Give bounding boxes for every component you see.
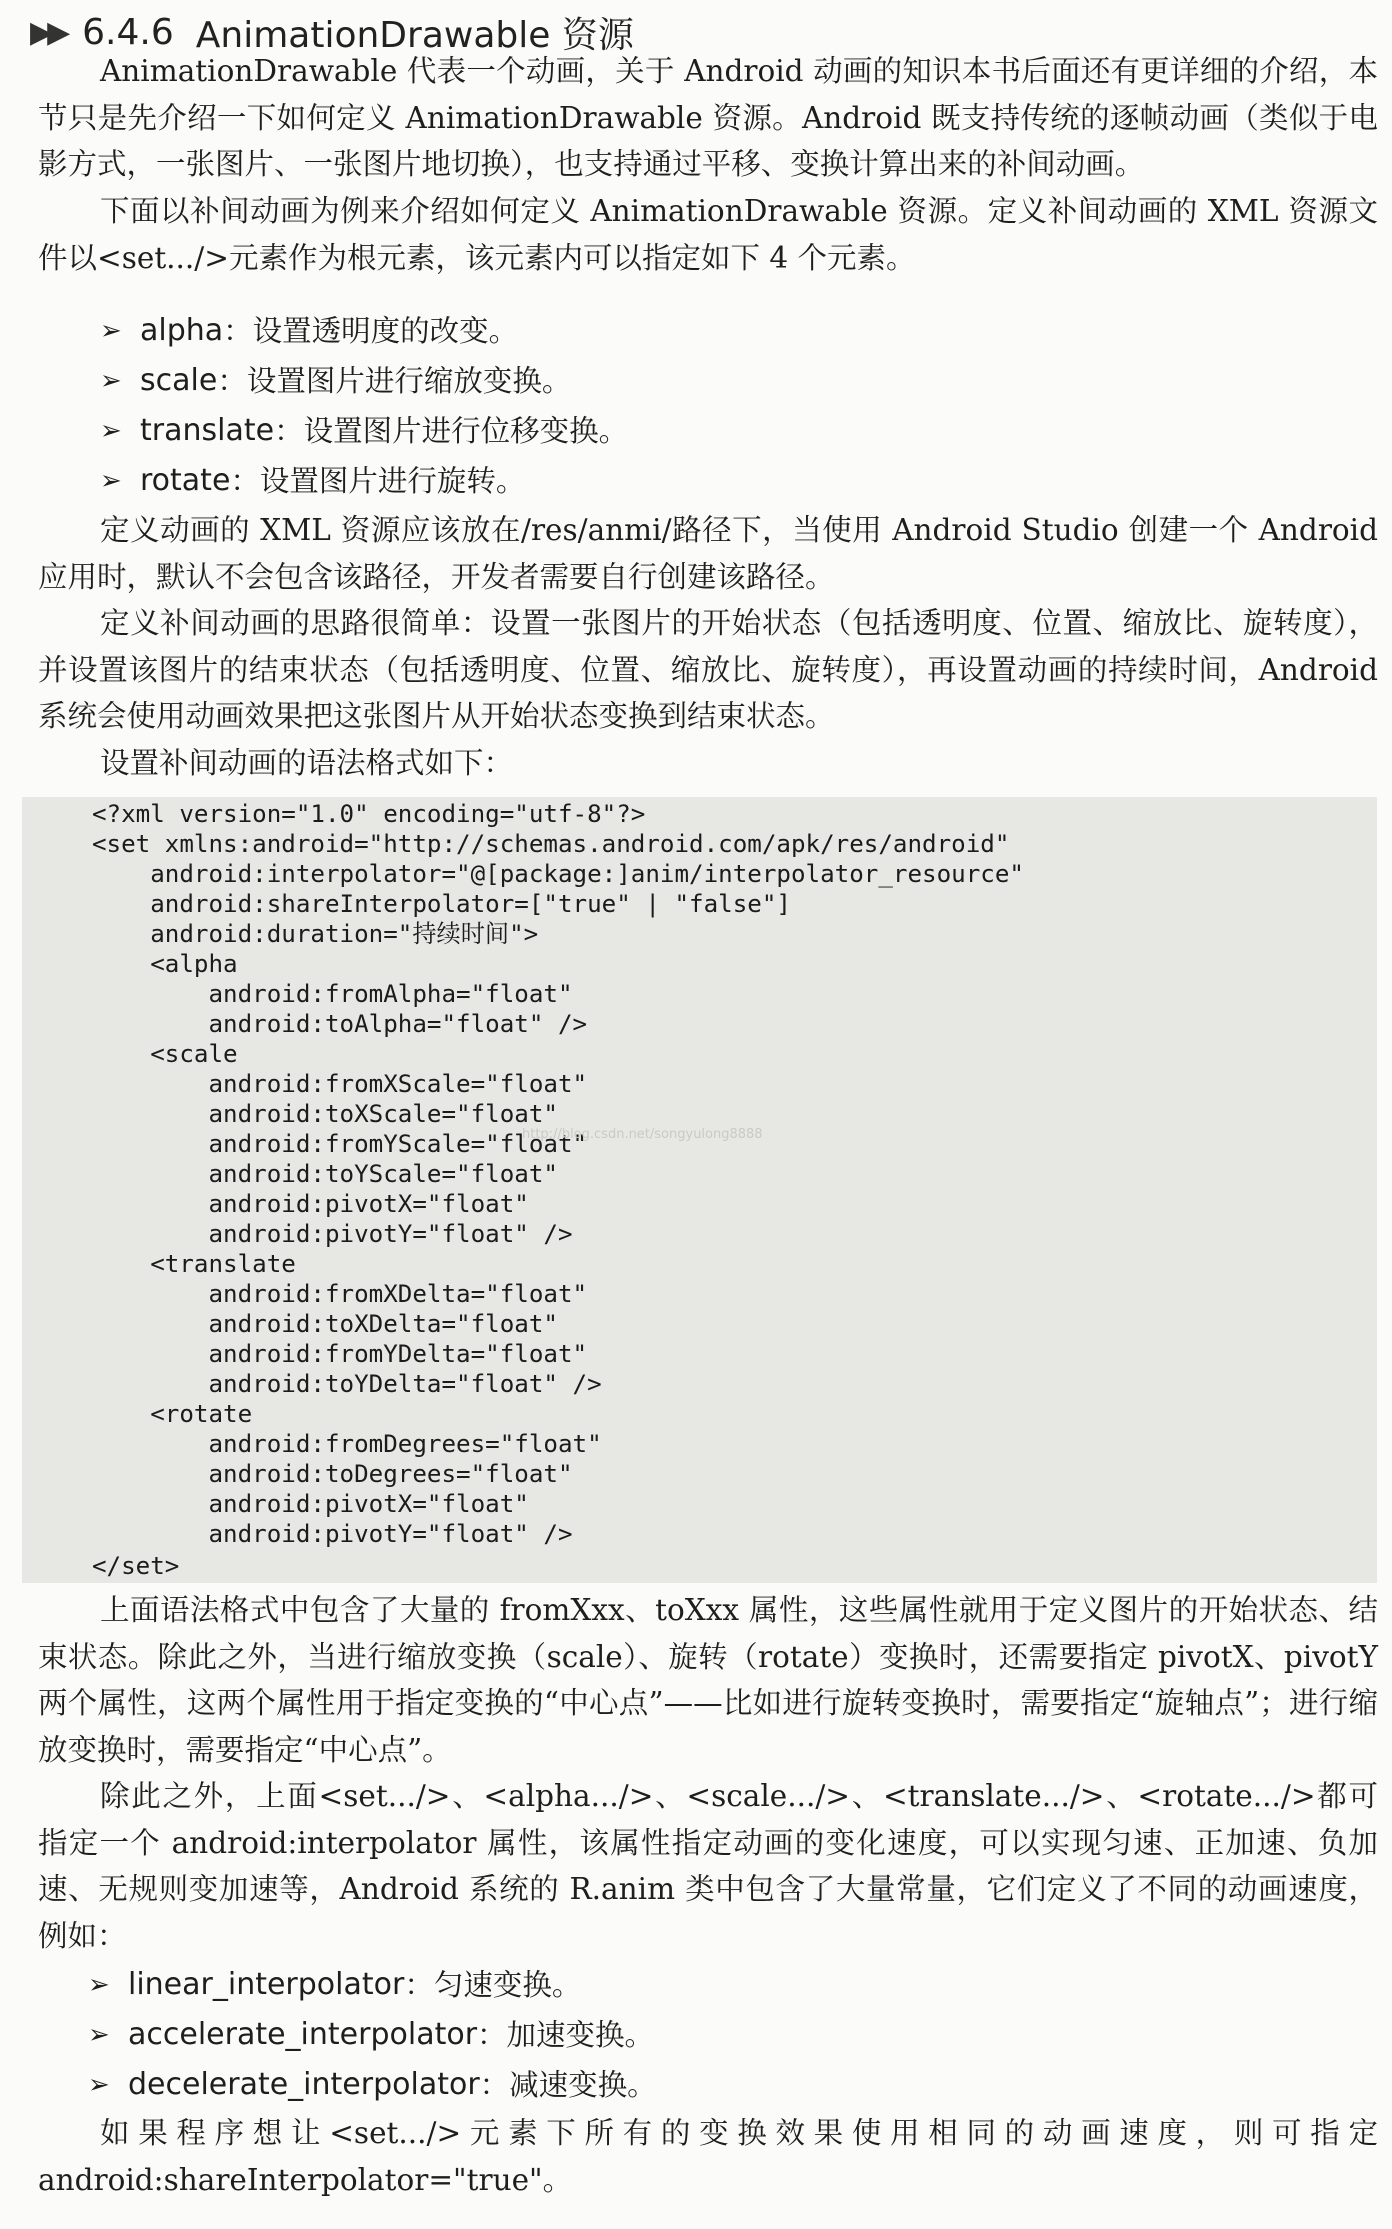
bullet-arrow-icon: ➢ [88, 2020, 110, 2050]
code-line: android:fromYDelta="float" [92, 1340, 588, 1368]
code-line: android:fromAlpha="float" [92, 980, 573, 1008]
code-text [92, 799, 1024, 1549]
code-line: android:toXScale="float" [92, 1100, 558, 1128]
list-item: ➢ rotate ：设置图片进行旋转。 [100, 456, 628, 506]
intro-paragraph-2: 下面以补间动画为例来介绍如何定义 AnimationDrawable 资源。定义补间动画的 XML 资源文件以<set.../>元素作为根元素，该元素内可以指定如下 4 个元素。 [38, 194, 1378, 275]
bullet-arrow-icon: ➢ [100, 316, 122, 346]
bullet-arrow-icon: ➢ [88, 2070, 110, 2100]
code-line: <alpha [92, 950, 238, 978]
code-line: android:toAlpha="float" /> [92, 1010, 588, 1038]
watermark: http://blog.csdn.net/songyulong8888 [522, 1127, 763, 1142]
code-line: android:fromYScale="float" [92, 1130, 588, 1158]
code-line: android:pivotY="float" /> [92, 1220, 573, 1248]
syntax-intro: 设置补间动画的语法格式如下： [100, 746, 514, 780]
share-interpolator-paragraph: 如果程序想让<set.../>元素下所有的变换效果使用相同的动画速度，则可指定 android:shareInterpolator="true"。 [38, 2116, 1378, 2197]
list-item: ➢ linear_interpolator ：匀速变换。 [88, 1960, 657, 2010]
interpolator-list [88, 1960, 657, 2110]
code-line: <set xmlns:android="http://schemas.android.com/apk/res/android" [92, 830, 1010, 858]
interpolator-paragraph: 除此之外，上面<set.../>、<alpha.../>、<scale.../>、<translate.../>、<rotate.../>都可指定一个 android:interpolator 属性，该属性指定动画的变化速度，可以实现匀速、正加速、负加速、无规则变加速等，Android 系统的 R.anim 类中包含了大量常量，它们定义了不同的动画速度，例如： [38, 1779, 1378, 1953]
code-line: android:fromXScale="float" [92, 1070, 588, 1098]
code-line: <rotate [92, 1400, 253, 1428]
code-line: android:pivotX="float" [92, 1190, 529, 1218]
bullet-arrow-icon: ➢ [100, 416, 122, 446]
code-line: android:toDegrees="float" [92, 1460, 573, 1488]
attributes-paragraph: 上面语法格式中包含了大量的 fromXxx、toXxx 属性，这些属性就用于定义图片的开始状态、结束状态。除此之外，当进行缩放变换（scale）、旋转（rotate）变换时，还需要指定 pivotX、pivotY 两个属性，这两个属性用于指定变换的“中心点”——比如进行旋转变换时，需要指定“旋轴点”；进行缩放变换时，需要指定“中心点”。 [38, 1593, 1378, 1767]
code-line: android:toYDelta="float" /> [92, 1370, 602, 1398]
code-block [22, 797, 1377, 1583]
bullet-arrow-icon: ➢ [88, 1970, 110, 2000]
list-item: ➢ accelerate_interpolator ：加速变换。 [88, 2010, 657, 2060]
code-line: android:shareInterpolator=["true" | "false"] [92, 890, 791, 918]
code-line: android:duration="持续时间"> [92, 920, 539, 948]
res-path-paragraph: 定义动画的 XML 资源应该放在/res/anmi/路径下，当使用 Android Studio 创建一个 Android 应用时，默认不会包含该路径，开发者需要自行创建该路径。 [38, 513, 1378, 594]
code-line: android:fromXDelta="float" [92, 1280, 588, 1308]
element-list [100, 306, 628, 506]
list-item: ➢ decelerate_interpolator ：减速变换。 [88, 2060, 657, 2110]
bullet-arrow-icon: ➢ [100, 366, 122, 396]
list-item: ➢ scale ：设置图片进行缩放变换。 [100, 356, 628, 406]
code-line: android:pivotX="float" [92, 1490, 529, 1518]
list-item: ➢ translate ：设置图片进行位移变换。 [100, 406, 628, 456]
list-item: ➢ alpha ：设置透明度的改变。 [100, 306, 628, 356]
code-line: android:fromDegrees="float" [92, 1430, 602, 1458]
code-line: android:pivotY="float" /> [92, 1520, 573, 1548]
tween-idea-paragraph: 定义补间动画的思路很简单：设置一张图片的开始状态（包括透明度、位置、缩放比、旋转度），并设置该图片的结束状态（包括透明度、位置、缩放比、旋转度），再设置动画的持续时间，Android 系统会使用动画效果把这张图片从开始状态变换到结束状态。 [38, 606, 1378, 733]
code-line: <scale [92, 1040, 238, 1068]
double-arrow-icon: ▶▶ [30, 14, 65, 50]
code-closing-tag: </set> [92, 1552, 180, 1580]
code-line: android:toYScale="float" [92, 1160, 558, 1188]
section-title: AnimationDrawable 资源 [195, 14, 634, 56]
code-line: <translate [92, 1250, 296, 1278]
intro-paragraph-1: AnimationDrawable 代表一个动画，关于 Android 动画的知识本书后面还有更详细的介绍，本节只是先介绍一下如何定义 AnimationDrawable 资源。Android 既支持传统的逐帧动画（类似于电影方式，一张图片、一张图片地切换），也支持通过平移、变换计算出来的补间动画。 [38, 54, 1378, 181]
code-line: android:toXDelta="float" [92, 1310, 558, 1338]
code-line: android:interpolator="@[package:]anim/interpolator_resource" [92, 860, 1024, 888]
section-number: 6.4.6 [82, 11, 174, 53]
bullet-arrow-icon: ➢ [100, 466, 122, 496]
code-line: <?xml version="1.0" encoding="utf-8"?> [92, 800, 646, 828]
